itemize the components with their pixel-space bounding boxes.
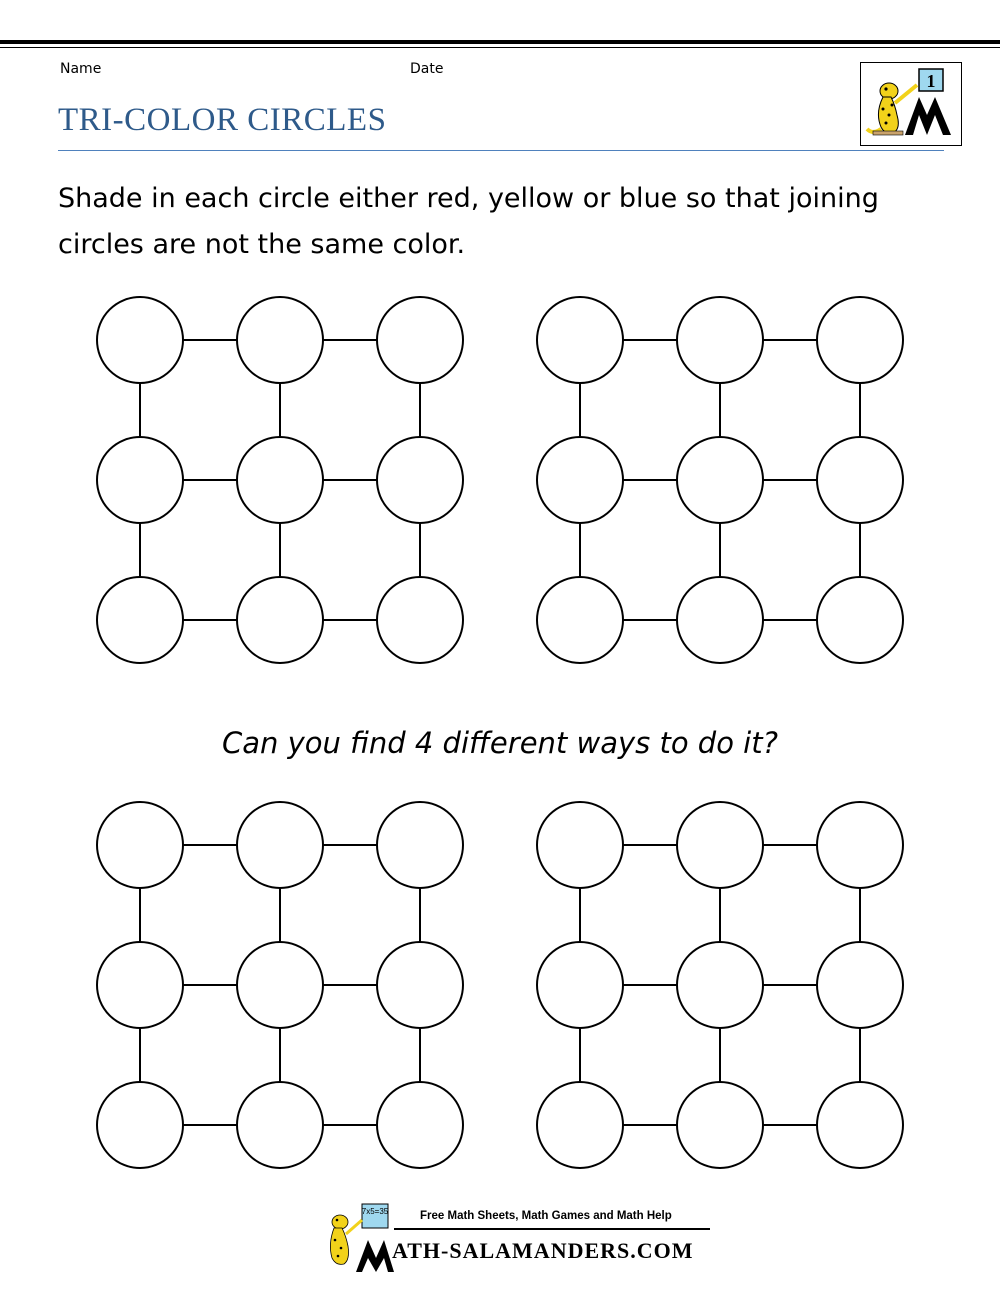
top-rule-thick (0, 40, 1000, 44)
shade-circle[interactable] (817, 297, 903, 383)
footer-badge-text: 7x5=35 (361, 1207, 389, 1216)
shade-circle[interactable] (677, 297, 763, 383)
shade-circle[interactable] (677, 802, 763, 888)
shade-circle[interactable] (537, 802, 623, 888)
shade-circle[interactable] (377, 1082, 463, 1168)
circle-puzzle-1 (90, 290, 470, 670)
shade-circle[interactable] (377, 802, 463, 888)
footer-rule (394, 1228, 710, 1230)
footer-branding (322, 1200, 714, 1274)
title-underline (58, 150, 944, 151)
shade-circle[interactable] (817, 577, 903, 663)
shade-circle[interactable] (537, 942, 623, 1028)
shade-circle[interactable] (537, 577, 623, 663)
shade-circle[interactable] (817, 802, 903, 888)
grade-number: 1 (926, 71, 936, 91)
date-label: Date (410, 61, 444, 77)
shade-circle[interactable] (677, 577, 763, 663)
shade-circle[interactable] (97, 577, 183, 663)
challenge-question: Can you find 4 different ways to do it? (222, 726, 778, 760)
shade-circle[interactable] (237, 1082, 323, 1168)
logo-m-shape (905, 97, 951, 135)
shade-circle[interactable] (97, 1082, 183, 1168)
shade-circle[interactable] (677, 942, 763, 1028)
shade-circle[interactable] (377, 297, 463, 383)
grade-logo (860, 62, 962, 146)
shade-circle[interactable] (97, 297, 183, 383)
shade-circle[interactable] (537, 437, 623, 523)
shade-circle[interactable] (377, 577, 463, 663)
shade-circle[interactable] (97, 942, 183, 1028)
circle-puzzle-2 (530, 290, 910, 670)
shade-circle[interactable] (377, 942, 463, 1028)
instructions-text: Shade in each circle either red, yellow or blue so that joining circles are not the same color. (58, 183, 879, 260)
footer-tagline: Free Math Sheets, Math Games and Math Help (420, 1210, 672, 1222)
page-title: TRI-COLOR CIRCLES (58, 102, 387, 138)
shade-circle[interactable] (377, 437, 463, 523)
shade-circle[interactable] (237, 577, 323, 663)
salamander-logo-icon (861, 63, 961, 145)
shade-circle[interactable] (97, 802, 183, 888)
shade-circle[interactable] (237, 437, 323, 523)
circle-puzzle-4 (530, 795, 910, 1175)
top-rule-thin (0, 47, 1000, 48)
circle-puzzle-3 (90, 795, 470, 1175)
shade-circle[interactable] (537, 297, 623, 383)
footer-salamander-icon (322, 1200, 394, 1274)
shade-circle[interactable] (817, 942, 903, 1028)
shade-circle[interactable] (677, 437, 763, 523)
name-label: Name (60, 61, 102, 77)
shade-circle[interactable] (237, 942, 323, 1028)
shade-circle[interactable] (817, 1082, 903, 1168)
shade-circle[interactable] (537, 1082, 623, 1168)
shade-circle[interactable] (97, 437, 183, 523)
shade-circle[interactable] (817, 437, 903, 523)
shade-circle[interactable] (237, 802, 323, 888)
shade-circle[interactable] (677, 1082, 763, 1168)
shade-circle[interactable] (237, 297, 323, 383)
footer-site-name: ATH-SALAMANDERS.COM (392, 1238, 694, 1263)
